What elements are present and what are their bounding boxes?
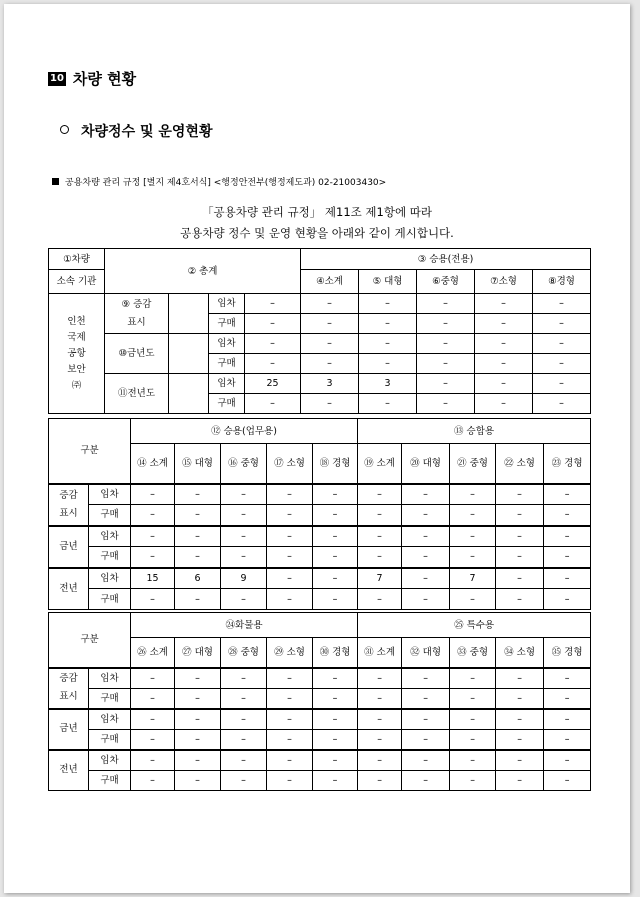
- sub-header: ㉙ 소형: [267, 638, 313, 668]
- sub-header: ⑧경형: [533, 270, 591, 294]
- blank-cell: [169, 294, 209, 334]
- sub-header: ㉟ 경형: [544, 638, 591, 668]
- value-cell: –: [267, 589, 313, 610]
- value-cell: –: [475, 354, 533, 374]
- value-cell: –: [533, 334, 591, 354]
- value-cell: –: [417, 334, 475, 354]
- category-header-a: ⑫ 승용(업무용): [131, 419, 358, 444]
- value-cell: –: [496, 568, 544, 589]
- group-label-line: 증감: [59, 673, 78, 684]
- value-cell: –: [533, 354, 591, 374]
- sub-header: ⑳ 대형: [402, 444, 450, 484]
- value-cell: –: [221, 770, 267, 791]
- value-cell: –: [402, 526, 450, 547]
- passenger-van-table: [48, 418, 591, 610]
- value-cell: –: [496, 526, 544, 547]
- value-cell: –: [131, 547, 175, 568]
- value-cell: –: [402, 568, 450, 589]
- value-cell: –: [267, 688, 313, 709]
- group-label-line: 전년: [59, 582, 78, 594]
- value-cell: –: [358, 770, 402, 791]
- sub-header: ㉒ 소형: [496, 444, 544, 484]
- value-cell: –: [313, 709, 358, 730]
- value-cell: –: [175, 547, 221, 568]
- group-label-line: 전년: [59, 764, 78, 776]
- group-label: ⑨ 증감 표시: [105, 294, 169, 334]
- value-cell: –: [267, 484, 313, 505]
- regulation-line: [52, 175, 386, 188]
- value-cell: –: [313, 547, 358, 568]
- value-cell: –: [496, 750, 544, 771]
- value-cell: –: [267, 505, 313, 526]
- value-cell: –: [175, 505, 221, 526]
- org-name-cell: 인천 국제 공항 보안 ㈜: [49, 294, 105, 414]
- value-cell: 6: [175, 568, 221, 589]
- value-cell: –: [175, 526, 221, 547]
- sub-header: ⑥중형: [417, 270, 475, 294]
- section-number-badge: 10: [50, 72, 64, 84]
- value-cell: –: [313, 568, 358, 589]
- value-cell: –: [402, 668, 450, 689]
- circle-bullet-icon: [60, 125, 69, 134]
- value-cell: –: [313, 770, 358, 791]
- type-label: 임차: [209, 374, 245, 394]
- type-label: 임차: [209, 294, 245, 314]
- type-label: 구매: [209, 314, 245, 334]
- value-cell: –: [450, 750, 496, 771]
- type-label: 임차: [89, 750, 131, 771]
- sub-header: ㉞ 소형: [496, 638, 544, 668]
- value-cell: –: [450, 505, 496, 526]
- value-cell: –: [221, 589, 267, 610]
- group-label: ⑩금년도: [105, 334, 169, 374]
- type-label: 구매: [89, 729, 131, 750]
- value-cell: –: [301, 314, 359, 334]
- sub-header: ㉑ 중형: [450, 444, 496, 484]
- value-cell: –: [544, 547, 591, 568]
- group-label: [49, 750, 89, 791]
- group-label: [49, 709, 89, 750]
- sub-header: ⑲ 소계: [358, 444, 402, 484]
- value-cell: –: [417, 314, 475, 334]
- value-cell: –: [544, 688, 591, 709]
- value-cell: 25: [245, 374, 301, 394]
- category-header-a: ㉔화물용: [131, 613, 358, 638]
- value-cell: –: [175, 484, 221, 505]
- value-cell: –: [359, 314, 417, 334]
- value-cell: –: [544, 709, 591, 730]
- value-cell: –: [450, 547, 496, 568]
- type-label: 구매: [89, 589, 131, 610]
- value-cell: –: [475, 394, 533, 414]
- value-cell: –: [358, 589, 402, 610]
- value-cell: –: [267, 547, 313, 568]
- value-cell: –: [533, 314, 591, 334]
- value-cell: –: [267, 668, 313, 689]
- value-cell: –: [131, 526, 175, 547]
- value-cell: –: [544, 750, 591, 771]
- type-label: 임차: [89, 568, 131, 589]
- value-cell: –: [245, 394, 301, 414]
- sub-header: ㉛ 소계: [358, 638, 402, 668]
- value-cell: –: [358, 526, 402, 547]
- value-cell: –: [359, 294, 417, 314]
- value-cell: –: [131, 484, 175, 505]
- sub-header: ㉘ 중형: [221, 638, 267, 668]
- value-cell: –: [450, 709, 496, 730]
- sub-header: ⑭ 소계: [131, 444, 175, 484]
- value-cell: –: [402, 589, 450, 610]
- value-cell: –: [496, 589, 544, 610]
- value-cell: –: [313, 484, 358, 505]
- category-header-b: ⑬ 승합용: [358, 419, 591, 444]
- group-label-line: 금년: [59, 723, 78, 734]
- blank-cell: [169, 334, 209, 374]
- value-cell: 15: [131, 568, 175, 589]
- sub-header: ⑱ 경형: [313, 444, 358, 484]
- type-label: 구매: [209, 394, 245, 414]
- value-cell: –: [267, 526, 313, 547]
- value-cell: –: [475, 314, 533, 334]
- category-header-b: ㉕ 특수용: [358, 613, 591, 638]
- document-page: [4, 4, 630, 893]
- sub-header: ④소계: [301, 270, 359, 294]
- group-label-line: 금년: [59, 540, 78, 552]
- value-cell: –: [496, 484, 544, 505]
- value-cell: –: [131, 668, 175, 689]
- value-cell: –: [544, 505, 591, 526]
- value-cell: 3: [359, 374, 417, 394]
- type-label: 구매: [89, 770, 131, 791]
- value-cell: –: [359, 394, 417, 414]
- section-heading: [48, 68, 136, 89]
- type-label: 임차: [89, 526, 131, 547]
- group-label: [49, 568, 89, 610]
- value-cell: –: [450, 526, 496, 547]
- value-cell: –: [496, 668, 544, 689]
- value-cell: –: [267, 709, 313, 730]
- org-header-cell: ①차량: [49, 249, 105, 270]
- value-cell: –: [267, 770, 313, 791]
- value-cell: –: [245, 334, 301, 354]
- org-header-cell-2: 소속 기관: [49, 270, 105, 294]
- value-cell: –: [450, 770, 496, 791]
- type-label: 임차: [209, 334, 245, 354]
- value-cell: –: [402, 547, 450, 568]
- value-cell: –: [450, 688, 496, 709]
- value-cell: –: [313, 668, 358, 689]
- value-cell: –: [417, 374, 475, 394]
- value-cell: –: [358, 484, 402, 505]
- value-cell: –: [402, 729, 450, 750]
- sub-header: ㉚ 경형: [313, 638, 358, 668]
- type-label: 구매: [209, 354, 245, 374]
- value-cell: –: [267, 568, 313, 589]
- value-cell: –: [496, 547, 544, 568]
- passenger-header-cell: ③ 승용(전용): [301, 249, 591, 270]
- value-cell: –: [475, 374, 533, 394]
- value-cell: –: [450, 484, 496, 505]
- value-cell: –: [313, 505, 358, 526]
- sub-header: ⑦소형: [475, 270, 533, 294]
- value-cell: –: [544, 770, 591, 791]
- value-cell: 7: [358, 568, 402, 589]
- value-cell: –: [358, 750, 402, 771]
- value-cell: –: [313, 526, 358, 547]
- value-cell: –: [358, 688, 402, 709]
- value-cell: –: [450, 668, 496, 689]
- value-cell: 9: [221, 568, 267, 589]
- group-label: [49, 484, 89, 526]
- value-cell: –: [131, 729, 175, 750]
- sub-header: ⑯ 중형: [221, 444, 267, 484]
- value-cell: –: [496, 505, 544, 526]
- sub-header: ⑤ 대형: [359, 270, 417, 294]
- value-cell: –: [544, 526, 591, 547]
- value-cell: –: [402, 770, 450, 791]
- value-cell: –: [417, 394, 475, 414]
- sub-header: ㉝ 중형: [450, 638, 496, 668]
- value-cell: –: [544, 568, 591, 589]
- value-cell: –: [475, 334, 533, 354]
- value-cell: –: [175, 770, 221, 791]
- group-label-line: 표시: [59, 691, 78, 702]
- value-cell: –: [221, 505, 267, 526]
- type-label: 구매: [89, 688, 131, 709]
- value-cell: –: [358, 729, 402, 750]
- value-cell: –: [175, 668, 221, 689]
- value-cell: –: [313, 688, 358, 709]
- square-bullet-icon: [52, 178, 59, 185]
- value-cell: –: [221, 729, 267, 750]
- value-cell: –: [496, 688, 544, 709]
- value-cell: –: [402, 688, 450, 709]
- value-cell: –: [475, 294, 533, 314]
- value-cell: –: [301, 394, 359, 414]
- value-cell: –: [450, 589, 496, 610]
- type-label: 구매: [89, 505, 131, 526]
- value-cell: –: [267, 750, 313, 771]
- value-cell: –: [175, 688, 221, 709]
- value-cell: –: [402, 750, 450, 771]
- sub-header: ㉜ 대형: [402, 638, 450, 668]
- value-cell: –: [402, 709, 450, 730]
- value-cell: –: [358, 547, 402, 568]
- value-cell: –: [533, 394, 591, 414]
- value-cell: –: [450, 729, 496, 750]
- type-label: 임차: [89, 709, 131, 730]
- value-cell: –: [175, 750, 221, 771]
- value-cell: –: [533, 294, 591, 314]
- value-cell: –: [221, 688, 267, 709]
- value-cell: –: [267, 729, 313, 750]
- group-label-line: 표시: [59, 507, 78, 519]
- cargo-special-table: [48, 612, 591, 791]
- value-cell: –: [417, 354, 475, 374]
- value-cell: 3: [301, 374, 359, 394]
- value-cell: –: [301, 294, 359, 314]
- value-cell: –: [313, 750, 358, 771]
- value-cell: –: [496, 709, 544, 730]
- value-cell: –: [221, 709, 267, 730]
- value-cell: –: [313, 589, 358, 610]
- value-cell: –: [544, 729, 591, 750]
- type-label: 구매: [89, 547, 131, 568]
- intro-line-1: 「공용차량 관리 규정」 제11조 제1항에 따라: [202, 205, 432, 219]
- value-cell: –: [533, 374, 591, 394]
- value-cell: –: [131, 709, 175, 730]
- sub-header: ⑮ 대형: [175, 444, 221, 484]
- value-cell: –: [221, 547, 267, 568]
- value-cell: –: [417, 294, 475, 314]
- value-cell: –: [175, 729, 221, 750]
- intro-line-2: 공용차량 정수 및 운영 현황을 아래와 같이 게시합니다.: [180, 226, 454, 240]
- blank-cell: [169, 374, 209, 414]
- total-header-cell: ② 총계: [105, 249, 301, 294]
- value-cell: –: [496, 770, 544, 791]
- group-label: ⑪전년도: [105, 374, 169, 414]
- group-label: [49, 526, 89, 568]
- value-cell: –: [221, 750, 267, 771]
- value-cell: –: [221, 484, 267, 505]
- value-cell: –: [245, 314, 301, 334]
- value-cell: –: [544, 484, 591, 505]
- section-title: 차량 현황: [72, 70, 137, 88]
- value-cell: –: [313, 729, 358, 750]
- value-cell: –: [131, 589, 175, 610]
- value-cell: –: [359, 354, 417, 374]
- type-label: 임차: [89, 484, 131, 505]
- value-cell: –: [358, 709, 402, 730]
- type-label: 임차: [89, 668, 131, 689]
- value-cell: –: [221, 668, 267, 689]
- value-cell: –: [131, 505, 175, 526]
- subsection-heading: [60, 121, 212, 141]
- value-cell: –: [175, 709, 221, 730]
- value-cell: –: [544, 668, 591, 689]
- value-cell: –: [131, 688, 175, 709]
- subsection-title: 차량정수 및 운영현황: [81, 124, 213, 140]
- value-cell: 7: [450, 568, 496, 589]
- value-cell: –: [175, 589, 221, 610]
- division-header: 구분: [49, 613, 131, 668]
- vehicle-total-table: [48, 248, 591, 414]
- division-header: 구분: [49, 419, 131, 484]
- value-cell: –: [131, 750, 175, 771]
- value-cell: –: [358, 505, 402, 526]
- value-cell: –: [359, 334, 417, 354]
- group-label: [49, 668, 89, 709]
- value-cell: –: [221, 526, 267, 547]
- value-cell: –: [301, 334, 359, 354]
- value-cell: –: [402, 505, 450, 526]
- sub-header: ㉖ 소계: [131, 638, 175, 668]
- value-cell: –: [301, 354, 359, 374]
- value-cell: –: [245, 354, 301, 374]
- regulation-text: 공용차량 관리 규정 [별지 제4호서식] <행정안전부(행정제도과) 02-21003430>: [65, 178, 387, 188]
- sub-header: ㉗ 대형: [175, 638, 221, 668]
- group-label-line: 증감: [59, 489, 78, 501]
- value-cell: –: [496, 729, 544, 750]
- value-cell: –: [358, 668, 402, 689]
- value-cell: –: [131, 770, 175, 791]
- sub-header: ⑰ 소형: [267, 444, 313, 484]
- sub-header: ㉓ 경형: [544, 444, 591, 484]
- value-cell: –: [245, 294, 301, 314]
- value-cell: –: [402, 484, 450, 505]
- value-cell: –: [544, 589, 591, 610]
